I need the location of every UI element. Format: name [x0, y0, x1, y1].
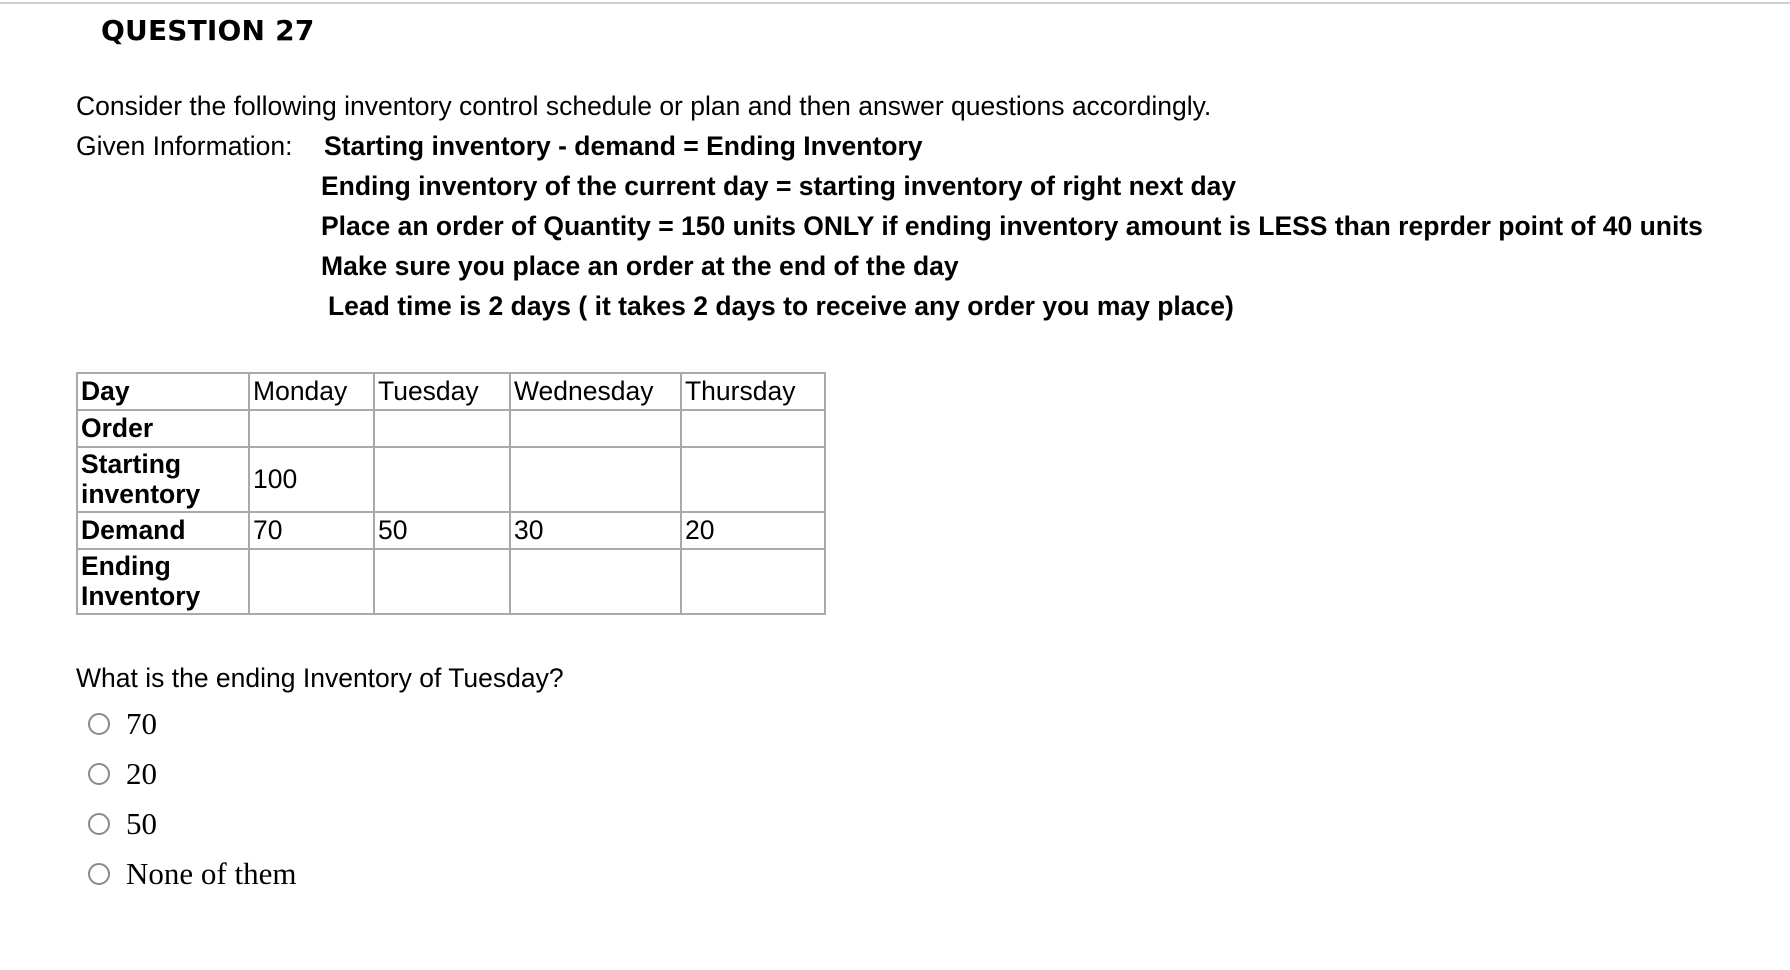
table-row-starting-inventory [77, 447, 825, 512]
answer-option-label: None of them [126, 856, 297, 891]
row-label-starting-inventory: Starting inventory [77, 447, 249, 512]
answer-option-3[interactable] [88, 808, 157, 840]
starting-inventory-tuesday [374, 447, 510, 512]
radio-button[interactable] [88, 713, 110, 735]
order-wednesday [510, 410, 681, 447]
starting-inventory-thursday [681, 447, 825, 512]
demand-thursday: 20 [681, 512, 825, 549]
day-header-tuesday: Tuesday [374, 373, 510, 410]
answer-option-label: 20 [126, 756, 157, 791]
day-header-thursday: Thursday [681, 373, 825, 410]
given-rule-1: Starting inventory - demand = Ending Inventory [324, 131, 923, 161]
ending-inventory-wednesday [510, 549, 681, 614]
given-rule-4: Make sure you place an order at the end of the day [321, 251, 959, 281]
inventory-schedule-table [76, 372, 826, 615]
table-row-demand [77, 512, 825, 549]
table-row-day [77, 373, 825, 410]
order-tuesday [374, 410, 510, 447]
table-row-order [77, 410, 825, 447]
answer-option-label: 50 [126, 806, 157, 841]
day-header-wednesday: Wednesday [510, 373, 681, 410]
top-divider [0, 2, 1790, 4]
ending-inventory-thursday [681, 549, 825, 614]
given-rule-2: Ending inventory of the current day = starting inventory of right next day [321, 171, 1237, 201]
answer-option-4[interactable] [88, 858, 296, 890]
question-prompt: What is the ending Inventory of Tuesday? [76, 663, 564, 693]
given-rule-5: Lead time is 2 days ( it takes 2 days to receive any order you may place) [328, 291, 1234, 321]
row-label-day: Day [77, 373, 249, 410]
day-header-monday: Monday [249, 373, 374, 410]
question-intro: Consider the following inventory control schedule or plan and then answer questions accordingly. [76, 91, 1212, 121]
given-rule-3: Place an order of Quantity = 150 units ONLY if ending inventory amount is LESS than reprder point of 40 units [321, 211, 1703, 241]
starting-inventory-monday: 100 [249, 447, 374, 512]
answer-option-2[interactable] [88, 758, 157, 790]
ending-inventory-tuesday [374, 549, 510, 614]
demand-monday: 70 [249, 512, 374, 549]
row-label-order: Order [77, 410, 249, 447]
radio-button[interactable] [88, 763, 110, 785]
radio-button[interactable] [88, 863, 110, 885]
row-label-demand: Demand [77, 512, 249, 549]
question-title: QUESTION 27 [101, 14, 315, 47]
demand-tuesday: 50 [374, 512, 510, 549]
demand-wednesday: 30 [510, 512, 681, 549]
order-monday [249, 410, 374, 447]
radio-button[interactable] [88, 813, 110, 835]
answer-option-1[interactable] [88, 708, 157, 740]
ending-inventory-monday [249, 549, 374, 614]
order-thursday [681, 410, 825, 447]
answer-option-label: 70 [126, 706, 157, 741]
starting-inventory-wednesday [510, 447, 681, 512]
table-row-ending-inventory [77, 549, 825, 614]
given-information-label: Given Information: [76, 131, 293, 161]
row-label-ending-inventory: Ending Inventory [77, 549, 249, 614]
